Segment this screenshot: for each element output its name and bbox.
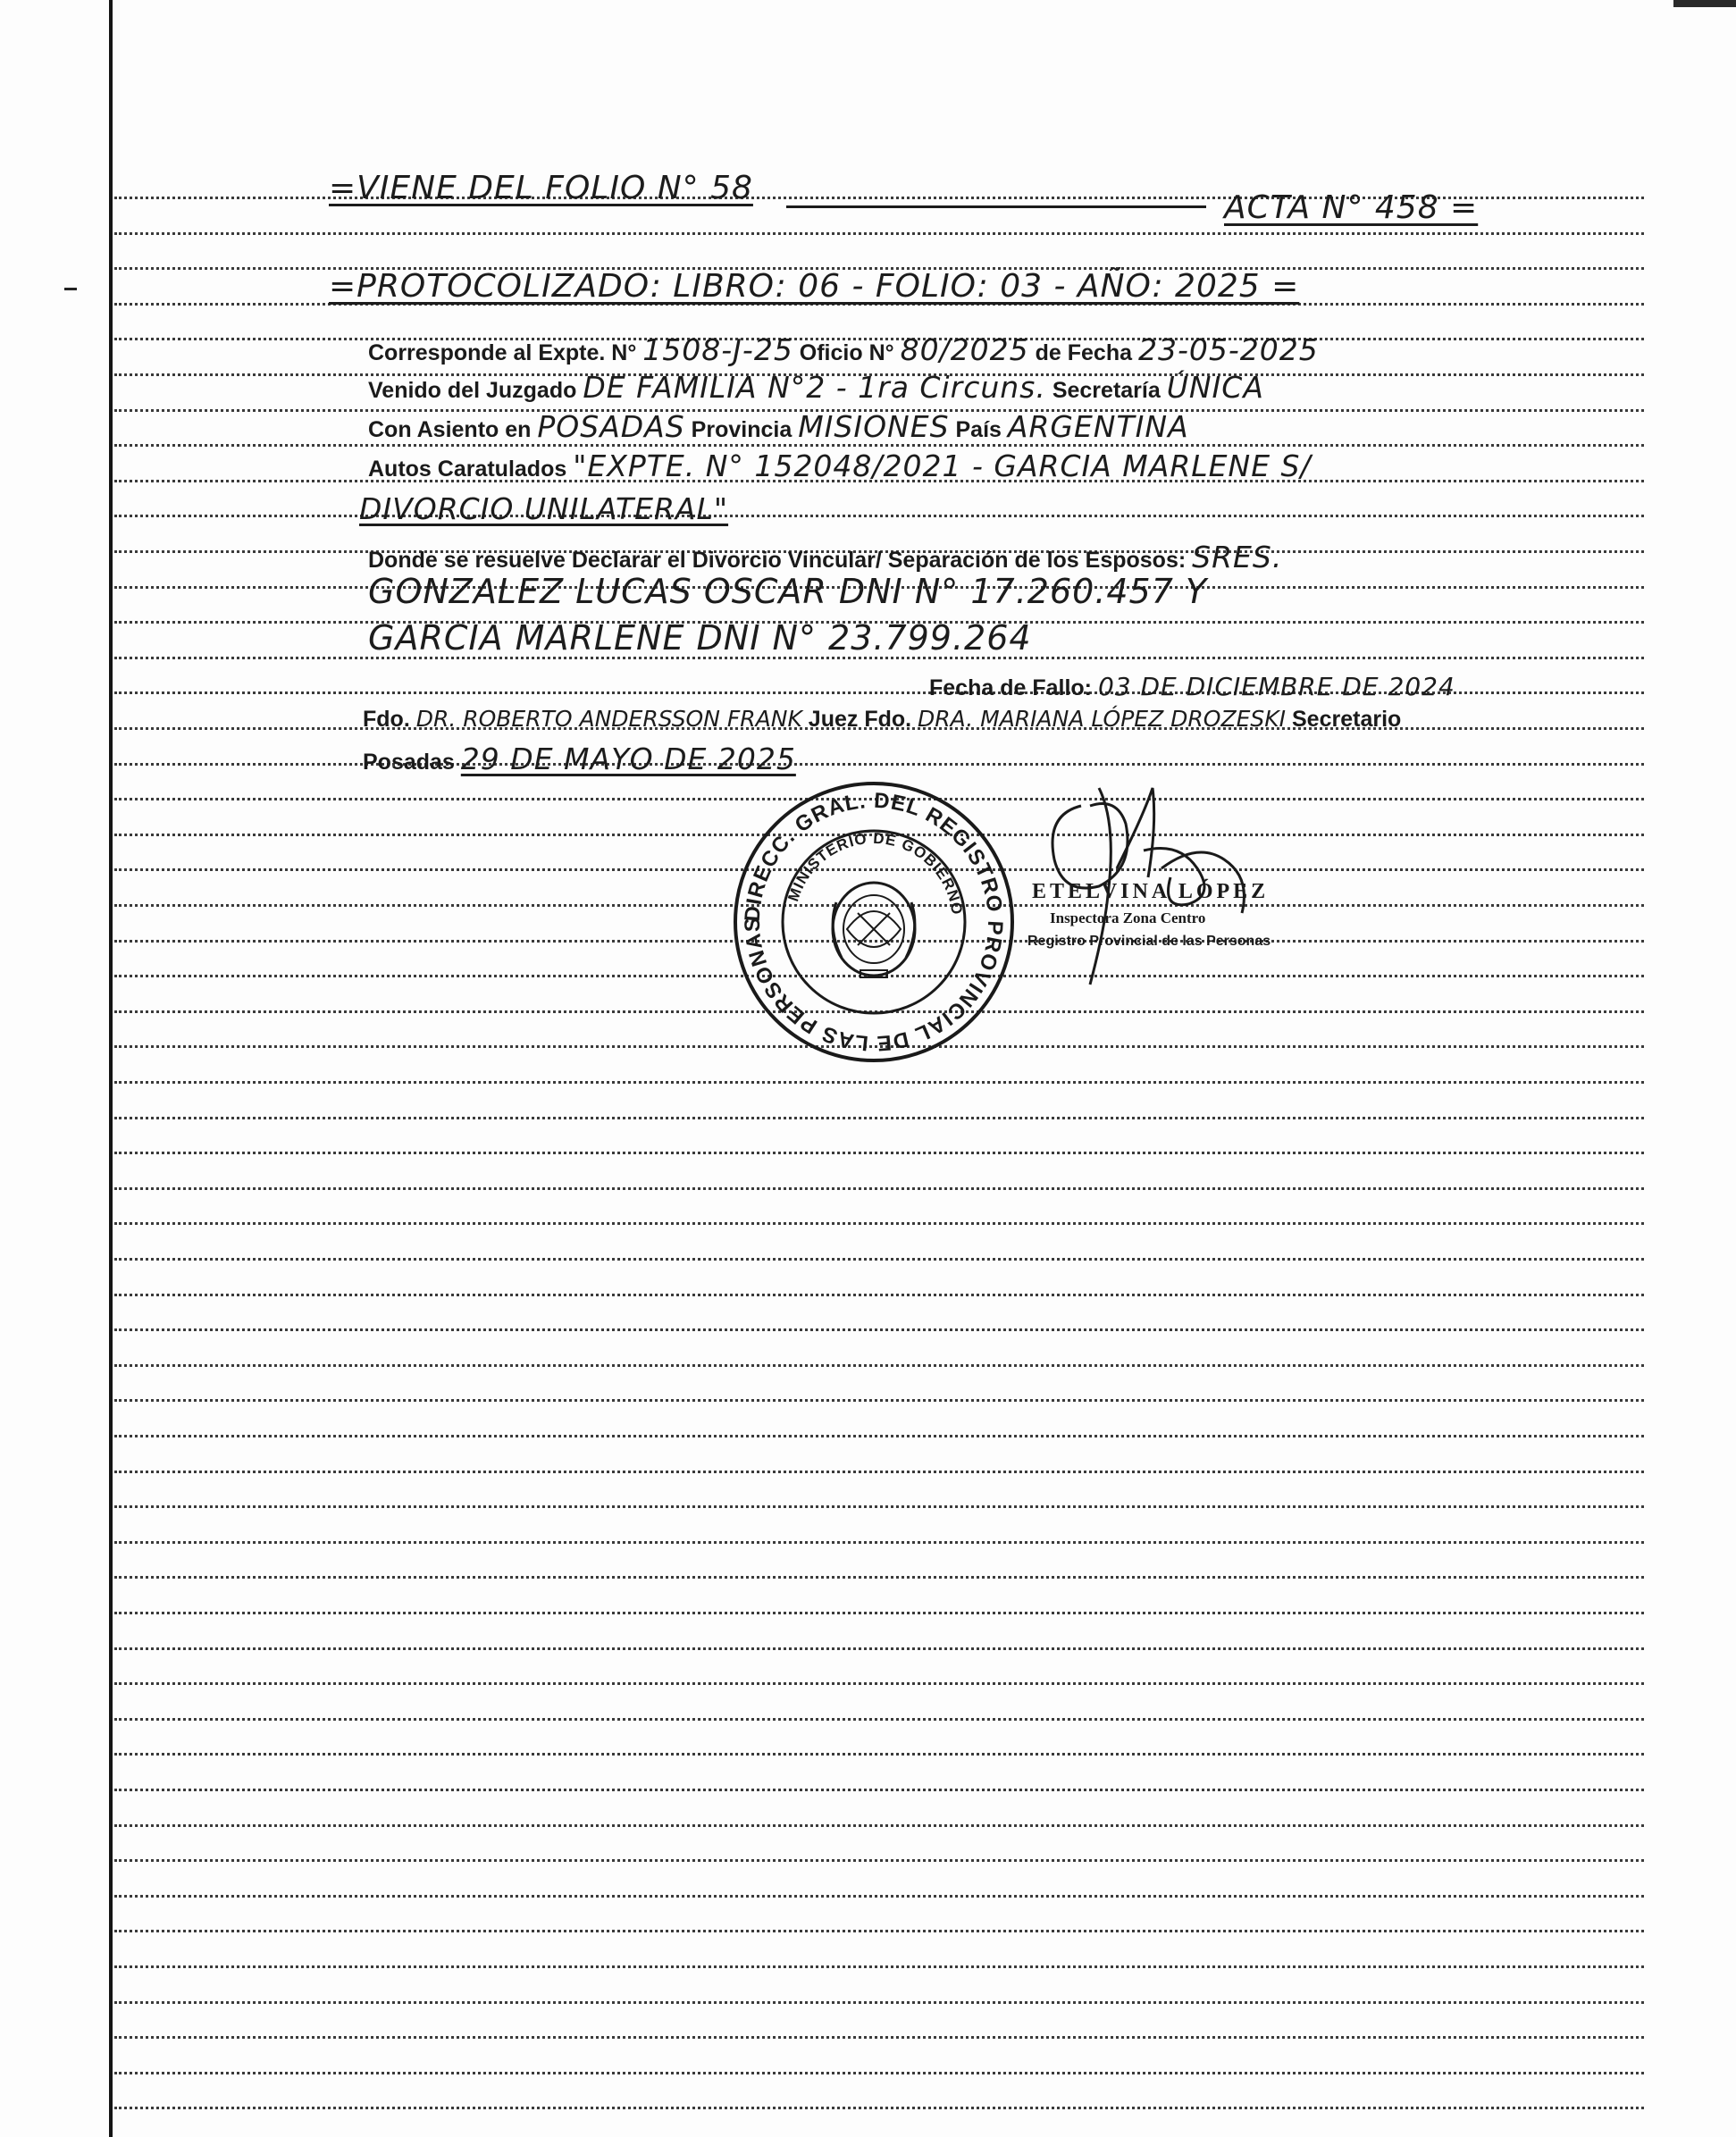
ruled-line: [114, 1364, 1644, 1367]
ruled-line: [114, 1965, 1644, 1968]
ruled-line: [114, 1753, 1644, 1756]
ruled-line: [114, 2001, 1644, 2004]
ruled-line: [114, 1222, 1644, 1225]
left-margin-line: [109, 0, 113, 2137]
label-provincia: Provincia: [691, 417, 793, 442]
label-oficio: Oficio N°: [799, 340, 894, 365]
ruled-line: [114, 1612, 1644, 1614]
ruled-line: [114, 1081, 1644, 1084]
ruled-line: [114, 1789, 1644, 1791]
value-juzgado: DE FAMILIA N°2 - 1ra Circuns.: [583, 370, 1046, 405]
ruled-line: [114, 763, 1644, 766]
ruled-line: [114, 1824, 1644, 1827]
svg-text:DIRECC. GRAL. DEL REGISTRO PRO: [741, 789, 1008, 1055]
header-viene-del-folio: =VIENE DEL FOLIO N° 58: [329, 170, 753, 206]
ruled-line: [114, 232, 1644, 235]
label-posadas: Posadas: [363, 750, 455, 775]
corner-mark: [1673, 0, 1736, 7]
value-sres: SRES.: [1192, 540, 1283, 574]
value-secretaria: ÚNICA: [1166, 370, 1264, 405]
value-provincia: MISIONES: [798, 409, 950, 444]
value-fecha-lugar: 29 DE MAYO DE 2025: [460, 742, 796, 776]
ruled-line: [114, 1682, 1644, 1685]
row-resuelve: [368, 540, 1282, 574]
ruled-line: [114, 1718, 1644, 1721]
ruled-line: [114, 1258, 1644, 1261]
row-esposo-2: GARCIA MARLENE DNI N° 23.799.264: [368, 618, 1032, 658]
row-lugar-fecha: [363, 742, 796, 776]
ruled-line: [114, 1647, 1644, 1650]
label-autos: Autos Caratulados: [368, 457, 567, 482]
official-seal: [731, 779, 1017, 1065]
ruled-line: [114, 2036, 1644, 2039]
ruled-line: [114, 1187, 1644, 1190]
label-fecha: de Fecha: [1035, 340, 1132, 365]
ruled-line: [114, 1152, 1644, 1154]
value-autos: "EXPTE. N° 152048/2021 - GARCIA MARLENE S/: [573, 448, 1312, 483]
value-pais: ARGENTINA: [1007, 409, 1189, 444]
row-firmantes: [363, 706, 1401, 733]
signer-title: Inspectora Zona Centro: [1050, 909, 1206, 926]
ruled-line: [114, 444, 1644, 447]
label-fdo-juez: Fdo.: [363, 707, 410, 732]
row-fecha-fallo: [929, 672, 1455, 701]
label-resuelve: Donde se resuelve Declarar el Divorcio Vincular/ Separación de los Esposos:: [368, 548, 1187, 573]
ruled-line: [114, 1294, 1644, 1296]
ruled-line: [114, 1399, 1644, 1402]
ruled-line: [114, 1895, 1644, 1898]
value-asiento: POSADAS: [537, 409, 685, 444]
row-juzgado: [368, 370, 1264, 405]
ruled-line: [114, 1859, 1644, 1862]
value-autos-cont: DIVORCIO UNILATERAL": [359, 491, 729, 526]
ruled-line: [114, 1117, 1644, 1119]
ruled-line: [114, 2072, 1644, 2074]
label-asiento: Con Asiento en: [368, 417, 532, 442]
label-pais: País: [955, 417, 1002, 442]
value-oficio: 80/2025: [900, 332, 1029, 367]
value-fecha-fallo: 03 DE DICIEMBRE DE 2024: [1097, 672, 1455, 701]
label-secretario: Secretario: [1292, 707, 1402, 732]
value-juez: DR. ROBERTO ANDERSSON FRANK: [415, 706, 802, 732]
header-protocolizado: =PROTOCOLIZADO: LIBRO: 06 - FOLIO: 03 - AÑO: 2025 =: [329, 268, 1300, 305]
ruled-line: [114, 1435, 1644, 1437]
margin-tick-mark: [64, 288, 77, 290]
seal-inner-text: MINISTERIO DE GOBIERNO: [784, 829, 966, 917]
ruled-line: [114, 1505, 1644, 1508]
row-asiento: [368, 409, 1189, 444]
seal-outer-text: DIRECC. GRAL. DEL REGISTRO PROVINCIAL DE LAS PERSONAS: [740, 788, 1008, 1056]
svg-text:MINISTERIO DE GOBIERNO: [784, 830, 966, 917]
ruled-line: [114, 515, 1644, 517]
ruled-line: [114, 1471, 1644, 1473]
value-secretario: DRA. MARIANA LÓPEZ DROZESKI: [918, 706, 1287, 732]
row-esposo-1: GONZALEZ LUCAS OSCAR DNI N° 17.260.457 Y: [368, 572, 1208, 611]
row-expediente: [368, 332, 1319, 367]
header-connector-line: [786, 205, 1206, 208]
ruled-line: [114, 1328, 1644, 1331]
coat-of-arms-icon: [833, 883, 915, 977]
label-juez-fdo: Juez Fdo.: [808, 707, 912, 732]
label-secretaria: Secretaría: [1052, 378, 1161, 403]
row-autos-cont: [359, 491, 728, 526]
value-expediente: 1508-J-25: [642, 332, 793, 367]
ruled-line: [114, 1541, 1644, 1544]
row-autos: [368, 448, 1312, 483]
signer-office: Registro Provincial de las Personas: [1027, 934, 1271, 949]
ruled-line: [114, 1930, 1644, 1932]
label-expediente: Corresponde al Expte. N°: [368, 340, 637, 365]
ruled-line: [114, 2107, 1644, 2109]
value-fecha: 23-05-2025: [1137, 332, 1319, 367]
label-juzgado: Venido del Juzgado: [368, 378, 577, 403]
header-acta-number: ACTA N° 458 =: [1224, 189, 1479, 226]
label-fecha-fallo: Fecha de Fallo:: [929, 675, 1092, 700]
ruled-line: [114, 1576, 1644, 1579]
signer-name: ETELVINA LÓPEZ: [1032, 880, 1270, 903]
